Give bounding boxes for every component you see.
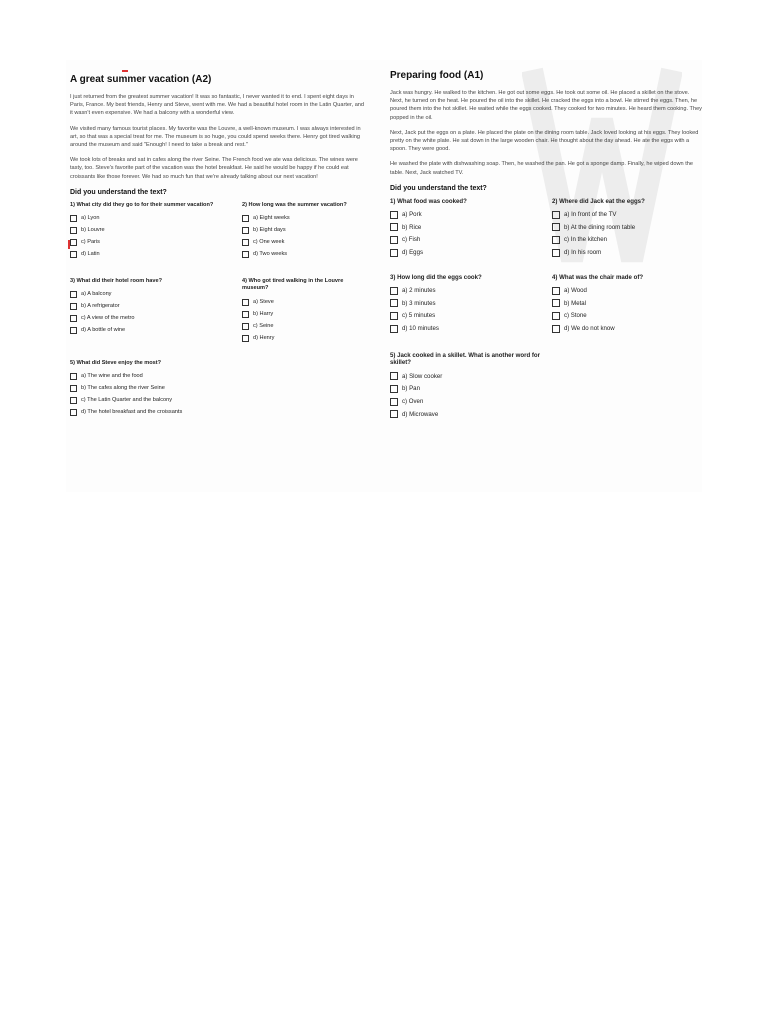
red-accent-mark: [122, 70, 128, 72]
answer-option[interactable]: [390, 284, 540, 297]
question-text: 1) What city did they go to for their summer vacation?: [70, 201, 214, 208]
checkbox[interactable]: [242, 239, 249, 246]
checkbox[interactable]: [242, 335, 249, 342]
question-block: [552, 274, 702, 335]
option-label: b) The cafes along the river Seine: [81, 385, 165, 392]
answer-option[interactable]: [552, 297, 702, 310]
option-label: c) Seine: [253, 323, 274, 330]
checkbox[interactable]: [552, 223, 560, 231]
question-text: 3) How long did the eggs cook?: [390, 273, 482, 281]
checkbox[interactable]: [70, 291, 77, 298]
checkbox[interactable]: [390, 398, 398, 406]
checkbox[interactable]: [70, 215, 77, 222]
answer-option[interactable]: [552, 322, 702, 335]
answer-option[interactable]: [70, 312, 215, 324]
question-block: [390, 198, 540, 259]
right-reading-panel: [386, 70, 702, 418]
answer-option[interactable]: [242, 320, 367, 332]
checkbox[interactable]: [552, 299, 560, 307]
answer-option[interactable]: [242, 248, 367, 260]
option-label: b) Metal: [564, 299, 587, 307]
answer-option[interactable]: [552, 208, 702, 221]
answer-option[interactable]: [242, 236, 367, 248]
option-label: a) A balcony: [81, 291, 112, 298]
option-label: a) Lyon: [81, 215, 100, 222]
answer-option[interactable]: [552, 310, 702, 323]
answer-option[interactable]: [70, 212, 215, 224]
question-text: 4) What was the chair made of?: [552, 273, 644, 281]
question-text: 2) Where did Jack eat the eggs?: [552, 197, 645, 205]
question-block: [70, 278, 215, 337]
checkbox[interactable]: [70, 409, 77, 416]
answer-option[interactable]: [390, 408, 540, 421]
option-label: c) A view of the metro: [81, 315, 135, 322]
question-text: 4) Who got tired walking in the Louvre museum?: [242, 277, 344, 292]
question-block: [70, 202, 215, 261]
checkbox[interactable]: [390, 325, 398, 333]
option-label: b) Rice: [402, 223, 422, 231]
option-label: b) Harry: [253, 311, 274, 318]
answer-option[interactable]: [390, 221, 540, 234]
checkbox[interactable]: [242, 311, 249, 318]
question-block: [552, 198, 702, 259]
answer-option[interactable]: [242, 308, 367, 320]
option-label: d) We do not know: [564, 325, 615, 332]
checkbox[interactable]: [242, 299, 249, 306]
answer-option[interactable]: [70, 300, 215, 312]
option-label: a) Wood: [564, 287, 587, 295]
checkbox[interactable]: [70, 385, 77, 392]
option-label: d) 10 minutes: [402, 325, 439, 332]
right-paragraph: Next, Jack put the eggs on a plate. He placed the plate on the dining room table. Jack loved looking at his eggs. They looked pretty on the white plate. He sat down in the large wooden chair. He thought about the day ahead. He ate the eggs with a spoon. They were good.: [390, 129, 699, 153]
right-paragraph: Jack was hungry. He walked to the kitchen. He got out some eggs. He took out some oil. He placed a skillet on the stove. Next, he turned on the heat. He poured the oil into the skillet. He cracked the eggs into a bowl. He stirred the eggs. Then, he poured them into the hot skillet. He waited while the eggs cooked. They cooked for two minutes. He heard them cooking. They popped in the oil.: [390, 90, 702, 121]
option-label: a) 2 minutes: [402, 287, 436, 295]
left-paragraph: We visited many famous tourist places. My favorite was the Louvre, a well-known museum. I was always interested in art, so that was a special treat for me. The museum is so huge, you could spend weeks there. Henry got tired walking around the museum and said "Enough! I need to take a break and rest.": [70, 125, 361, 149]
checkbox[interactable]: [70, 397, 77, 404]
option-label: d) A bottle of wine: [81, 327, 126, 334]
option-label: a) In front of the TV: [564, 211, 617, 219]
answer-option[interactable]: [390, 234, 540, 247]
option-label: b) At the dining room table: [564, 223, 636, 231]
option-label: c) Paris: [81, 239, 100, 246]
option-label: d) The hotel breakfast and the croissants: [81, 409, 183, 416]
option-label: c) The Latin Quarter and the balcony: [81, 397, 173, 404]
question-text: 5) What did Steve enjoy the most?: [70, 359, 162, 366]
option-label: c) 5 minutes: [402, 312, 436, 320]
option-label: c) In the kitchen: [564, 236, 608, 244]
option-label: b) Pan: [402, 385, 420, 393]
answer-option[interactable]: [70, 224, 215, 236]
question-block: [390, 274, 540, 335]
option-label: c) Stone: [564, 312, 587, 320]
answer-option[interactable]: [552, 284, 702, 297]
left-quiz-heading: Did you understand the text?: [70, 188, 167, 196]
worksheet-page: [66, 60, 702, 492]
checkbox[interactable]: [242, 215, 249, 222]
answer-option[interactable]: [390, 395, 540, 408]
left-reading-panel: [66, 74, 366, 416]
checkbox[interactable]: [552, 236, 560, 244]
answer-option[interactable]: [70, 324, 215, 336]
answer-option[interactable]: [242, 224, 367, 236]
answer-option[interactable]: [242, 296, 367, 308]
option-label: b) Eight days: [253, 227, 286, 234]
checkbox[interactable]: [70, 227, 77, 234]
left-paragraph: I just returned from the greatest summer vacation! It was so fantastic, I never wanted it to end. I spent eight days in Paris, France. My best friends, Henry and Steve, went with me. We had a beautiful hotel room in the Latin Quarter, and it wasn't even expensive. We had a balcony with a wonderful view.: [70, 94, 365, 117]
answer-option[interactable]: [70, 248, 215, 260]
checkbox[interactable]: [390, 372, 398, 380]
option-label: a) The wine and the food: [81, 373, 143, 380]
answer-option[interactable]: [390, 208, 540, 221]
checkbox[interactable]: [70, 251, 77, 258]
checkbox[interactable]: [70, 303, 77, 310]
option-label: d) Eggs: [402, 249, 424, 256]
checkbox[interactable]: [390, 211, 398, 219]
answer-option[interactable]: [390, 322, 540, 335]
option-label: a) Slow cooker: [402, 372, 443, 380]
answer-option[interactable]: [70, 288, 215, 300]
option-label: a) Eight weeks: [253, 215, 290, 222]
option-label: c) Oven: [402, 398, 424, 405]
checkbox[interactable]: [552, 312, 560, 320]
checkbox[interactable]: [70, 373, 77, 380]
option-label: b) Louvre: [81, 227, 105, 234]
option-label: a) Pork: [402, 211, 422, 219]
answer-option[interactable]: [390, 246, 540, 259]
checkbox[interactable]: [390, 299, 398, 307]
answer-option[interactable]: [70, 236, 215, 248]
question-block: [390, 352, 540, 421]
option-label: d) Latin: [81, 251, 100, 258]
left-paragraph: We took lots of breaks and sat in cafes along the river Seine. The French food we ate was delicious. The wines were tasty, too. Steve's favorite part of the vacation was the hotel breakfast. He said he would be happy if he could eat croissants like those forever. We had so much fun that we're already talking about our next vacation!: [70, 157, 358, 180]
option-label: d) In his room: [564, 249, 602, 256]
option-label: d) Microwave: [402, 410, 439, 418]
answer-option[interactable]: [70, 370, 220, 382]
question-text: 1) What food was cooked?: [390, 197, 467, 205]
checkbox[interactable]: [552, 287, 560, 295]
checkbox[interactable]: [390, 312, 398, 320]
option-label: a) Steve: [253, 299, 274, 306]
answer-option[interactable]: [70, 382, 220, 394]
answer-option[interactable]: [552, 234, 702, 247]
question-text: 5) Jack cooked in a skillet. What is another word for skillet?: [390, 351, 541, 367]
question-block: [70, 360, 220, 419]
question-text: 2) How long was the summer vacation?: [242, 201, 347, 208]
option-label: c) One week: [253, 239, 285, 246]
checkbox[interactable]: [390, 410, 398, 418]
question-text: 3) What did their hotel room have?: [70, 277, 162, 284]
answer-option[interactable]: [390, 297, 540, 310]
checkbox[interactable]: [242, 227, 249, 234]
question-block: [242, 278, 367, 344]
option-label: d) Two weeks: [253, 251, 288, 258]
answer-option[interactable]: [552, 221, 702, 234]
right-quiz-heading: Did you understand the text?: [390, 184, 487, 192]
answer-option[interactable]: [70, 394, 220, 406]
checkbox[interactable]: [242, 251, 249, 258]
answer-option[interactable]: [242, 212, 367, 224]
right-title: Preparing food (A1): [390, 70, 484, 81]
answer-option[interactable]: [390, 383, 540, 396]
answer-option[interactable]: [242, 332, 367, 344]
option-label: c) Fish: [402, 236, 421, 244]
left-title: A great summer vacation (A2): [70, 74, 212, 85]
checkbox[interactable]: [70, 239, 77, 246]
checkbox[interactable]: [242, 323, 249, 330]
checkbox[interactable]: [390, 236, 398, 244]
answer-option[interactable]: [390, 310, 540, 323]
checkbox[interactable]: [390, 385, 398, 393]
checkbox[interactable]: [552, 249, 560, 257]
checkbox[interactable]: [552, 325, 560, 333]
checkbox[interactable]: [70, 315, 77, 322]
checkbox[interactable]: [390, 249, 398, 257]
answer-option[interactable]: [390, 370, 540, 383]
question-block: [242, 202, 367, 261]
answer-option[interactable]: [70, 406, 220, 418]
answer-option[interactable]: [552, 246, 702, 259]
checkbox[interactable]: [552, 211, 560, 219]
right-paragraph: He washed the plate with dishwashing soap. Then, he washed the pan. He got a sponge damp. Finally, he wiped down the table. Next, Jack watched TV.: [390, 161, 693, 176]
option-label: d) Henry: [253, 335, 275, 342]
checkbox[interactable]: [390, 287, 398, 295]
option-label: b) 3 minutes: [402, 299, 436, 307]
checkbox[interactable]: [70, 327, 77, 334]
checkbox[interactable]: [390, 223, 398, 231]
option-label: b) A refrigerator: [81, 303, 120, 310]
